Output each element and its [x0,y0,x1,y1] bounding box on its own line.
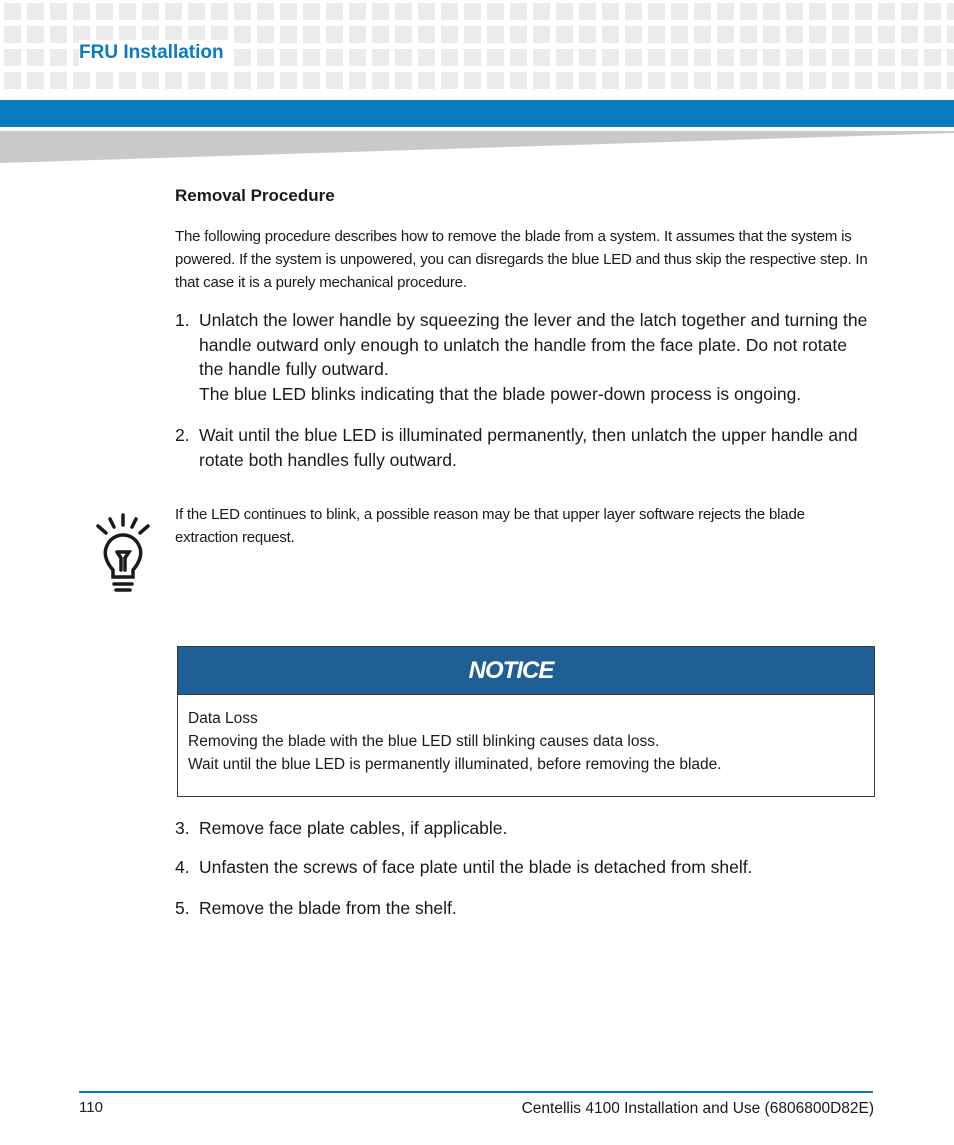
intro-paragraph: The following procedure describes how to remove the blade from a system. It assumes that the system is powered. If the system is unpowered, you can disregards the blue LED and thus skip the respective step. In that case it is a purely mechanical procedure. [175,228,868,291]
footer-rule [79,1091,873,1093]
step-3 [175,816,875,841]
notice-box [177,646,875,797]
procedure-heading: Removal Procedure [175,186,335,205]
step-result: The blue LED blinks indicating that the blade power-down process is ongoing. [199,383,802,404]
step-text: Unfasten the screws of face plate until the blade is detached from shelf. [199,857,753,877]
step-1 [175,308,875,406]
step-number: 5. [175,898,190,918]
step-number: 4. [175,857,190,877]
notice-line: Wait until the blue LED is permanently illuminated, before removing the blade. [188,756,722,773]
step-2 [175,423,875,472]
notice-line: Removing the blade with the blue LED still blinking causes data loss. [188,733,660,750]
step-text: Remove face plate cables, if applicable. [199,818,508,838]
header-blue-band [0,100,954,127]
step-5 [175,896,875,921]
notice-line: Data Loss [188,710,258,727]
document-title: Centellis 4100 Installation and Use (6806800D82E) [521,1100,874,1117]
tip-text: If the LED continues to blink, a possible reason may be that upper layer software rejects the blade extraction request. [175,506,805,546]
step-number: 1. [175,310,190,330]
step-text: Unlatch the lower handle by squeezing the lever and the latch together and turning the handle outward only enough to unlatch the handle from the face plate. Do not rotate the handle fully outward. [199,310,868,379]
step-text: Remove the blade from the shelf. [199,898,457,918]
page-number: 110 [79,1099,103,1116]
notice-title: NOTICE [468,656,554,684]
lightbulb-icon [92,512,154,594]
section-title: FRU Installation [79,40,228,66]
step-number: 2. [175,425,190,445]
step-text: Wait until the blue LED is illuminated permanently, then unlatch the upper handle and rotate both handles fully outward. [199,425,858,470]
step-number: 3. [175,818,190,838]
step-4 [175,855,875,880]
notice-body [178,695,874,776]
header-gray-wedge [0,131,954,163]
notice-header [178,647,874,695]
